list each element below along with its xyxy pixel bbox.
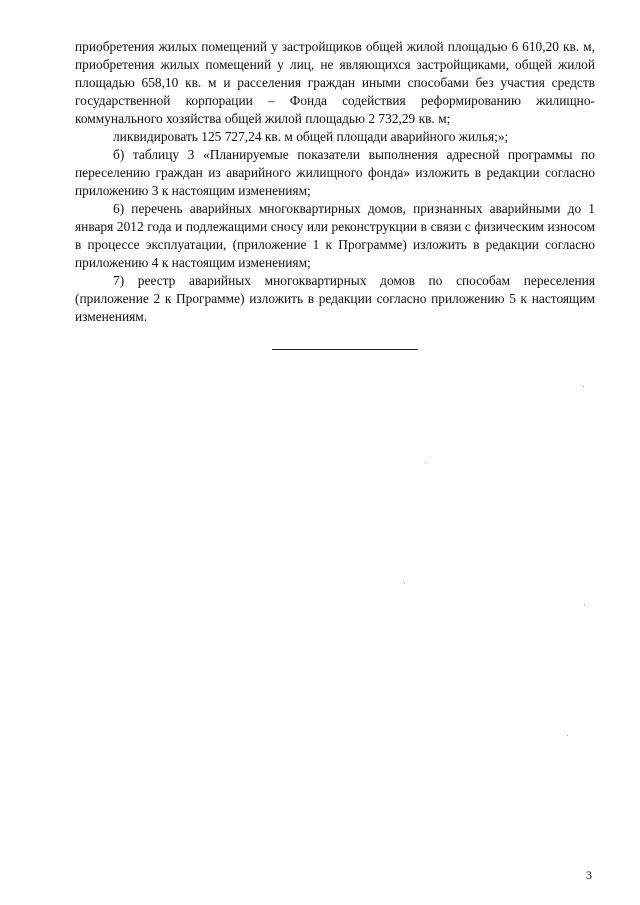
paragraph-list-houses: 6) перечень аварийных многоквартирных домов, признанных аварийными до 1 января 2012 года и подлежащими сносу или реконструкции в связи с физическим износом в процессе эксплуатации, (приложение 1 к Программе) изложить в редакции согласно приложению 4 к настоящим изменениям; [75,201,595,270]
scan-speck [583,386,584,387]
body-text [75,38,595,326]
paragraph-table-3: б) таблицу 3 «Планируемые показатели выполнения адресной программы по переселению граждан из аварийного жилищного фонда» изложить в редакции согласно приложению 3 к настоящим изменениям; [75,147,595,198]
scan-speck [567,735,568,736]
scan-speck [425,462,426,463]
paragraph-registry: 7) реестр аварийных многоквартирных домов по способам переселения (приложение 2 к Программе) изложить в редакции согласно приложению 5 к настоящим изменениям. [75,273,595,324]
scan-speck [584,604,585,605]
end-separator-line [272,349,418,350]
paragraph-liquidate: ликвидировать 125 727,24 кв. м общей площади аварийного жилья;»; [113,129,509,144]
scan-speck [404,583,405,584]
paragraph-purchase-areas: приобретения жилых помещений у застройщиков общей жилой площадью 6 610,20 кв. м, приобретения жилых помещений у лиц, не являющихся застройщиками, общей жилой площадью 658,10 кв. м и расселения граждан иными способами без участия средств государственной корпорации – Фонда содействия реформированию жилищно-коммунального хозяйства общей жилой площадью 2 732,29 кв. м; [75,39,595,126]
page-number: 3 [586,868,592,882]
